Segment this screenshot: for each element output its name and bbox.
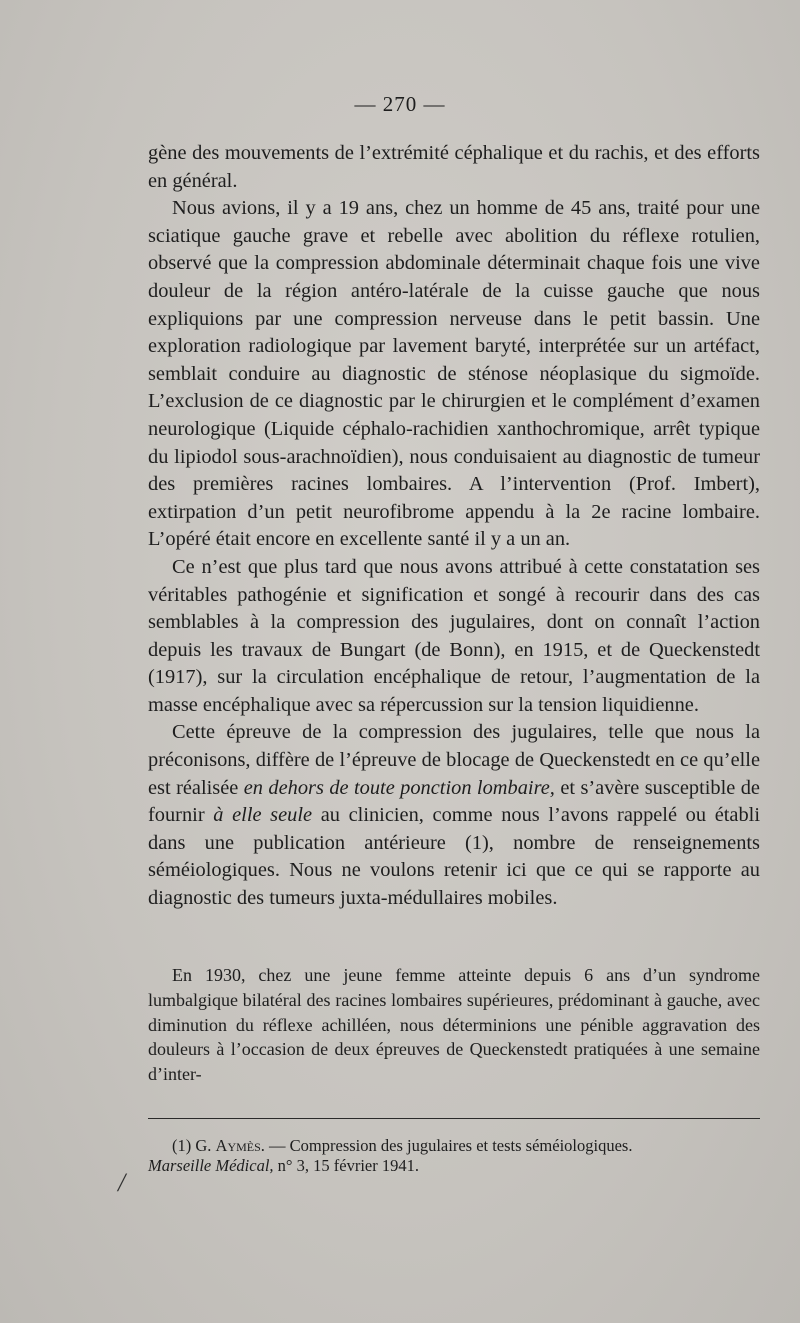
footnote-rule bbox=[148, 1118, 760, 1119]
italic-run: en dehors de toute ponction lombaire, bbox=[243, 776, 555, 799]
footnote-journal: Marseille Médical, bbox=[148, 1156, 274, 1175]
footnote-author: Aymès. bbox=[215, 1136, 265, 1155]
paragraph: Ce n’est que plus tard que nous avons attribué à cette constatation ses véritables pathogénie et signification et songé à recourir dans des cas semblables à la compression des jugulaires, dont on connaît l’action depuis les travaux de Bungart (de Bonn), en 1915, et de Queckenstedt (1917), sur la circulation encéphalique de retour, l’augmentation de la masse encéphalique avec sa répercussion sur la tension liquidienne. bbox=[148, 555, 760, 716]
text-run: Cette épreuve de la compression des jugulaires, telle que nous la préconisons, diffère de l’épreuve de blocage de Queckenstedt en ce qu’elle est réalisée bbox=[148, 721, 760, 799]
paragraph: Nous avions, il y a 19 ans, chez un homme de 45 ans, traité pour une sciatique gauche grave et rebelle avec abolition du réflexe rotulien, observé que la compression abdominale déterminait chaque fois une vive douleur de la région antéro-latérale de la cuisse gauche que nous expliquions par une compression nerveuse dans le petit bassin. Une exploration radiologique par lavement baryté, interprétée sur un artéfact, semblait conduire au diagnostic de sténose néoplasique du sigmoïde. L’exclusion de ce diagnostic par le chirurgien et le complément d’examen neurologique (Liquide céphalo-rachidien xanthochromique, arrêt typique du lipiodol sous-arachnoïdien), nous conduisaient au diagnostic de tumeur des premières racines lombaires. A l’intervention (Prof. Imbert), extirpation d’un petit neurofibrome appendu à la 2e racine lombaire. L’opéré était encore en excellente santé il y a un an. bbox=[148, 197, 760, 551]
case-report-text bbox=[148, 963, 760, 1087]
paragraph: gène des mouvements de l’extrémité céphalique et du rachis, et des efforts en général. bbox=[148, 142, 760, 192]
main-text bbox=[148, 140, 760, 913]
footnote-text bbox=[148, 1136, 760, 1176]
footnote-number: (1) G. bbox=[172, 1136, 216, 1155]
text-run: et s’avère susceptible de fournir bbox=[148, 776, 760, 827]
text-run: au clinicien, comme nous l’avons rappelé ou établi dans une publication antérieure (1), nombre de renseignements séméiologiques. Nous ne voulons retenir ici que ce qui se rapporte au diagnostic des tumeurs juxta-médullaires mobiles. bbox=[148, 804, 760, 910]
footnote-details: n° 3, 15 février 1941. bbox=[273, 1156, 419, 1175]
paragraph: En 1930, chez une jeune femme atteinte depuis 6 ans d’un syndrome lumbalgique bilatéral des racines lombaires supérieures, prédominant à gauche, avec diminution du réflexe achilléen, nous déterminions une pénible aggravation des douleurs à l’occasion de deux épreuves de Queckenstedt pratiquées à une semaine d’inter- bbox=[148, 965, 760, 1085]
paragraph bbox=[148, 719, 760, 912]
footnote bbox=[148, 1136, 760, 1176]
page-number: — 270 — bbox=[354, 92, 446, 116]
margin-mark: / bbox=[118, 1168, 126, 1197]
footnote-title: — Compression des jugulaires et tests séméiologiques. bbox=[264, 1136, 633, 1155]
italic-run: à elle seule bbox=[213, 804, 313, 827]
